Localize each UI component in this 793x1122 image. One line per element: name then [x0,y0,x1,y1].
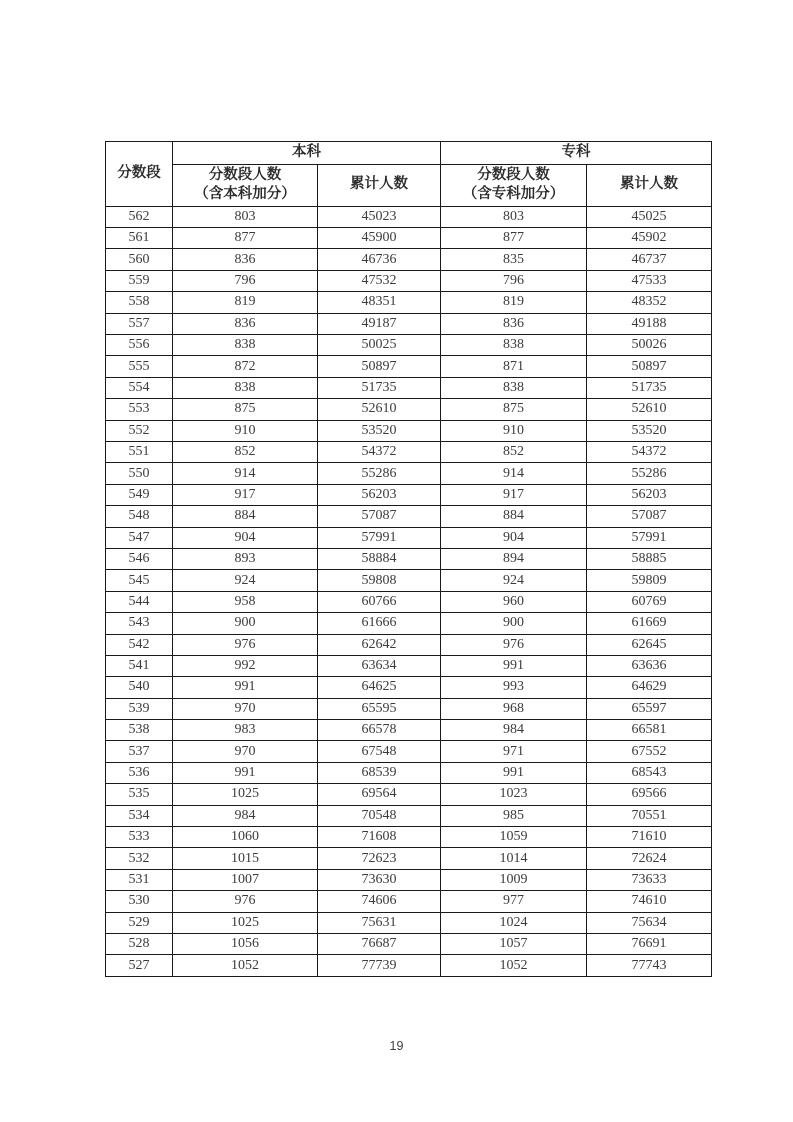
table-row [106,270,712,291]
cell-zhuanke-cumulative: 67552 [587,741,712,762]
cell-zhuanke-count: 875 [441,399,587,420]
cell-zhuanke-count: 1057 [441,933,587,954]
cell-score-segment: 558 [106,292,173,313]
cell-zhuanke-count: 835 [441,249,587,270]
table-row [106,249,712,270]
table-row [106,463,712,484]
header-zhuanke-count [441,164,587,206]
table-row [106,591,712,612]
table-row [106,655,712,676]
table-row [106,827,712,848]
cell-benke-cumulative: 71608 [318,827,441,848]
cell-zhuanke-cumulative: 55286 [587,463,712,484]
table-row [106,377,712,398]
page-number: 19 [389,1039,404,1053]
table-row [106,634,712,655]
table-row [106,420,712,441]
cell-zhuanke-count: 960 [441,591,587,612]
cell-benke-cumulative: 57991 [318,527,441,548]
cell-benke-count: 838 [173,377,318,398]
table-row [106,805,712,826]
table-row [106,441,712,462]
cell-benke-count: 900 [173,613,318,634]
cell-score-segment: 555 [106,356,173,377]
cell-benke-count: 884 [173,506,318,527]
cell-score-segment: 530 [106,891,173,912]
cell-benke-cumulative: 72623 [318,848,441,869]
cell-zhuanke-cumulative: 54372 [587,441,712,462]
cell-benke-count: 976 [173,634,318,655]
cell-score-segment: 552 [106,420,173,441]
cell-zhuanke-count: 852 [441,441,587,462]
cell-score-segment: 553 [106,399,173,420]
cell-benke-cumulative: 67548 [318,741,441,762]
cell-benke-cumulative: 56203 [318,484,441,505]
cell-zhuanke-cumulative: 49188 [587,313,712,334]
cell-zhuanke-cumulative: 45902 [587,228,712,249]
table-row [106,741,712,762]
cell-benke-count: 983 [173,720,318,741]
cell-score-segment: 549 [106,484,173,505]
cell-score-segment: 550 [106,463,173,484]
cell-score-segment: 554 [106,377,173,398]
cell-zhuanke-count: 1023 [441,784,587,805]
table-row [106,613,712,634]
cell-score-segment: 560 [106,249,173,270]
header-zhuanke-cumulative: 累计人数 [587,164,712,206]
cell-benke-count: 1007 [173,869,318,890]
cell-benke-count: 1060 [173,827,318,848]
cell-score-segment: 562 [106,206,173,227]
table-row [106,698,712,719]
cell-benke-count: 893 [173,548,318,569]
cell-benke-count: 872 [173,356,318,377]
cell-score-segment: 532 [106,848,173,869]
cell-score-segment: 531 [106,869,173,890]
cell-benke-count: 877 [173,228,318,249]
cell-score-segment: 556 [106,335,173,356]
cell-zhuanke-cumulative: 62645 [587,634,712,655]
cell-zhuanke-cumulative: 60769 [587,591,712,612]
cell-zhuanke-count: 884 [441,506,587,527]
cell-zhuanke-count: 819 [441,292,587,313]
cell-benke-cumulative: 50025 [318,335,441,356]
cell-zhuanke-count: 914 [441,463,587,484]
cell-benke-cumulative: 70548 [318,805,441,826]
cell-zhuanke-cumulative: 59809 [587,570,712,591]
cell-zhuanke-count: 838 [441,335,587,356]
header-score-segment: 分数段 [106,142,173,207]
cell-zhuanke-count: 1024 [441,912,587,933]
cell-benke-cumulative: 65595 [318,698,441,719]
table-row [106,784,712,805]
cell-score-segment: 547 [106,527,173,548]
table-row [106,548,712,569]
table-row [106,955,712,976]
cell-score-segment: 540 [106,677,173,698]
cell-benke-cumulative: 66578 [318,720,441,741]
cell-zhuanke-cumulative: 76691 [587,933,712,954]
cell-score-segment: 545 [106,570,173,591]
cell-benke-cumulative: 46736 [318,249,441,270]
cell-zhuanke-count: 976 [441,634,587,655]
cell-benke-count: 917 [173,484,318,505]
cell-zhuanke-count: 910 [441,420,587,441]
header-benke-count [173,164,318,206]
cell-score-segment: 535 [106,784,173,805]
table-header-row-groups [106,142,712,165]
cell-benke-count: 1025 [173,784,318,805]
cell-zhuanke-count: 991 [441,762,587,783]
cell-benke-count: 984 [173,805,318,826]
header-benke-cumulative: 累计人数 [318,164,441,206]
table-row [106,356,712,377]
cell-benke-cumulative: 68539 [318,762,441,783]
cell-score-segment: 542 [106,634,173,655]
cell-score-segment: 559 [106,270,173,291]
cell-zhuanke-count: 836 [441,313,587,334]
cell-benke-count: 976 [173,891,318,912]
cell-benke-cumulative: 51735 [318,377,441,398]
cell-score-segment: 533 [106,827,173,848]
cell-benke-cumulative: 49187 [318,313,441,334]
cell-score-segment: 561 [106,228,173,249]
table-row [106,869,712,890]
table-row [106,292,712,313]
cell-score-segment: 527 [106,955,173,976]
table-row [106,335,712,356]
cell-zhuanke-cumulative: 53520 [587,420,712,441]
table-row [106,891,712,912]
cell-benke-count: 838 [173,335,318,356]
cell-zhuanke-count: 991 [441,655,587,676]
cell-benke-count: 836 [173,249,318,270]
cell-score-segment: 544 [106,591,173,612]
cell-zhuanke-cumulative: 61669 [587,613,712,634]
cell-benke-cumulative: 58884 [318,548,441,569]
table-row [106,933,712,954]
cell-benke-cumulative: 73630 [318,869,441,890]
cell-zhuanke-cumulative: 63636 [587,655,712,676]
cell-score-segment: 543 [106,613,173,634]
cell-score-segment: 529 [106,912,173,933]
cell-benke-count: 796 [173,270,318,291]
cell-zhuanke-cumulative: 64629 [587,677,712,698]
cell-zhuanke-count: 1052 [441,955,587,976]
table-row [106,506,712,527]
table-row [106,848,712,869]
cell-zhuanke-count: 977 [441,891,587,912]
table-row [106,484,712,505]
cell-benke-count: 1015 [173,848,318,869]
cell-zhuanke-count: 917 [441,484,587,505]
table-header-row-subcolumns [106,164,712,206]
cell-benke-cumulative: 54372 [318,441,441,462]
cell-zhuanke-cumulative: 77743 [587,955,712,976]
cell-benke-cumulative: 57087 [318,506,441,527]
cell-zhuanke-cumulative: 65597 [587,698,712,719]
cell-zhuanke-cumulative: 69566 [587,784,712,805]
cell-benke-cumulative: 74606 [318,891,441,912]
table-row [106,228,712,249]
cell-zhuanke-cumulative: 66581 [587,720,712,741]
cell-benke-cumulative: 64625 [318,677,441,698]
cell-zhuanke-count: 904 [441,527,587,548]
cell-benke-cumulative: 50897 [318,356,441,377]
cell-zhuanke-count: 924 [441,570,587,591]
cell-score-segment: 534 [106,805,173,826]
header-benke-count-line2: （含本科加分） [194,186,296,203]
cell-benke-count: 904 [173,527,318,548]
cell-zhuanke-count: 894 [441,548,587,569]
header-benke-count-line1: 分数段人数 [208,166,282,183]
cell-score-segment: 537 [106,741,173,762]
cell-benke-cumulative: 60766 [318,591,441,612]
header-zhuanke-count-line2: （含专科加分） [462,186,565,203]
cell-zhuanke-cumulative: 45025 [587,206,712,227]
cell-zhuanke-count: 984 [441,720,587,741]
cell-benke-cumulative: 76687 [318,933,441,954]
cell-benke-count: 1025 [173,912,318,933]
cell-zhuanke-count: 1014 [441,848,587,869]
cell-benke-cumulative: 77739 [318,955,441,976]
cell-zhuanke-cumulative: 47533 [587,270,712,291]
cell-score-segment: 548 [106,506,173,527]
cell-benke-count: 914 [173,463,318,484]
cell-zhuanke-cumulative: 50897 [587,356,712,377]
cell-zhuanke-count: 968 [441,698,587,719]
cell-zhuanke-count: 877 [441,228,587,249]
header-zhuanke-count-line1: 分数段人数 [477,166,550,183]
cell-zhuanke-cumulative: 52610 [587,399,712,420]
cell-benke-count: 875 [173,399,318,420]
cell-zhuanke-cumulative: 73633 [587,869,712,890]
cell-zhuanke-count: 796 [441,270,587,291]
cell-benke-cumulative: 52610 [318,399,441,420]
cell-score-segment: 541 [106,655,173,676]
cell-benke-count: 992 [173,655,318,676]
cell-benke-count: 1056 [173,933,318,954]
cell-score-segment: 539 [106,698,173,719]
cell-zhuanke-cumulative: 46737 [587,249,712,270]
cell-score-segment: 538 [106,720,173,741]
cell-zhuanke-count: 971 [441,741,587,762]
score-distribution-table [105,141,712,977]
cell-benke-cumulative: 47532 [318,270,441,291]
cell-score-segment: 528 [106,933,173,954]
table-row [106,677,712,698]
cell-benke-count: 803 [173,206,318,227]
cell-zhuanke-cumulative: 56203 [587,484,712,505]
cell-zhuanke-count: 803 [441,206,587,227]
table-row [106,912,712,933]
table-row [106,720,712,741]
cell-zhuanke-cumulative: 51735 [587,377,712,398]
table-row [106,206,712,227]
header-benke-group: 本科 [173,142,441,165]
cell-zhuanke-cumulative: 57991 [587,527,712,548]
cell-benke-cumulative: 53520 [318,420,441,441]
cell-benke-count: 991 [173,677,318,698]
score-table-body [106,206,712,976]
cell-zhuanke-cumulative: 68543 [587,762,712,783]
cell-zhuanke-count: 985 [441,805,587,826]
table-header [106,142,712,207]
cell-benke-count: 852 [173,441,318,462]
cell-benke-count: 924 [173,570,318,591]
cell-score-segment: 551 [106,441,173,462]
cell-zhuanke-count: 838 [441,377,587,398]
table-row [106,762,712,783]
cell-benke-cumulative: 48351 [318,292,441,313]
cell-zhuanke-cumulative: 75634 [587,912,712,933]
cell-benke-cumulative: 69564 [318,784,441,805]
cell-zhuanke-cumulative: 72624 [587,848,712,869]
cell-zhuanke-cumulative: 48352 [587,292,712,313]
cell-score-segment: 546 [106,548,173,569]
cell-benke-cumulative: 62642 [318,634,441,655]
cell-benke-count: 991 [173,762,318,783]
cell-benke-cumulative: 61666 [318,613,441,634]
cell-benke-cumulative: 75631 [318,912,441,933]
cell-benke-count: 970 [173,741,318,762]
cell-benke-count: 819 [173,292,318,313]
cell-zhuanke-count: 993 [441,677,587,698]
cell-benke-cumulative: 63634 [318,655,441,676]
cell-zhuanke-count: 900 [441,613,587,634]
table-row [106,399,712,420]
cell-zhuanke-count: 871 [441,356,587,377]
cell-score-segment: 557 [106,313,173,334]
cell-zhuanke-cumulative: 50026 [587,335,712,356]
cell-zhuanke-cumulative: 70551 [587,805,712,826]
cell-zhuanke-cumulative: 58885 [587,548,712,569]
cell-benke-count: 836 [173,313,318,334]
cell-zhuanke-cumulative: 74610 [587,891,712,912]
cell-benke-cumulative: 45900 [318,228,441,249]
cell-zhuanke-count: 1059 [441,827,587,848]
cell-benke-cumulative: 45023 [318,206,441,227]
cell-benke-cumulative: 59808 [318,570,441,591]
cell-benke-count: 910 [173,420,318,441]
table-row [106,570,712,591]
cell-zhuanke-cumulative: 71610 [587,827,712,848]
table-row [106,313,712,334]
cell-benke-count: 958 [173,591,318,612]
cell-benke-count: 970 [173,698,318,719]
cell-zhuanke-count: 1009 [441,869,587,890]
cell-zhuanke-cumulative: 57087 [587,506,712,527]
cell-benke-cumulative: 55286 [318,463,441,484]
table-row [106,527,712,548]
cell-benke-count: 1052 [173,955,318,976]
cell-score-segment: 536 [106,762,173,783]
header-zhuanke-group: 专科 [441,142,712,165]
